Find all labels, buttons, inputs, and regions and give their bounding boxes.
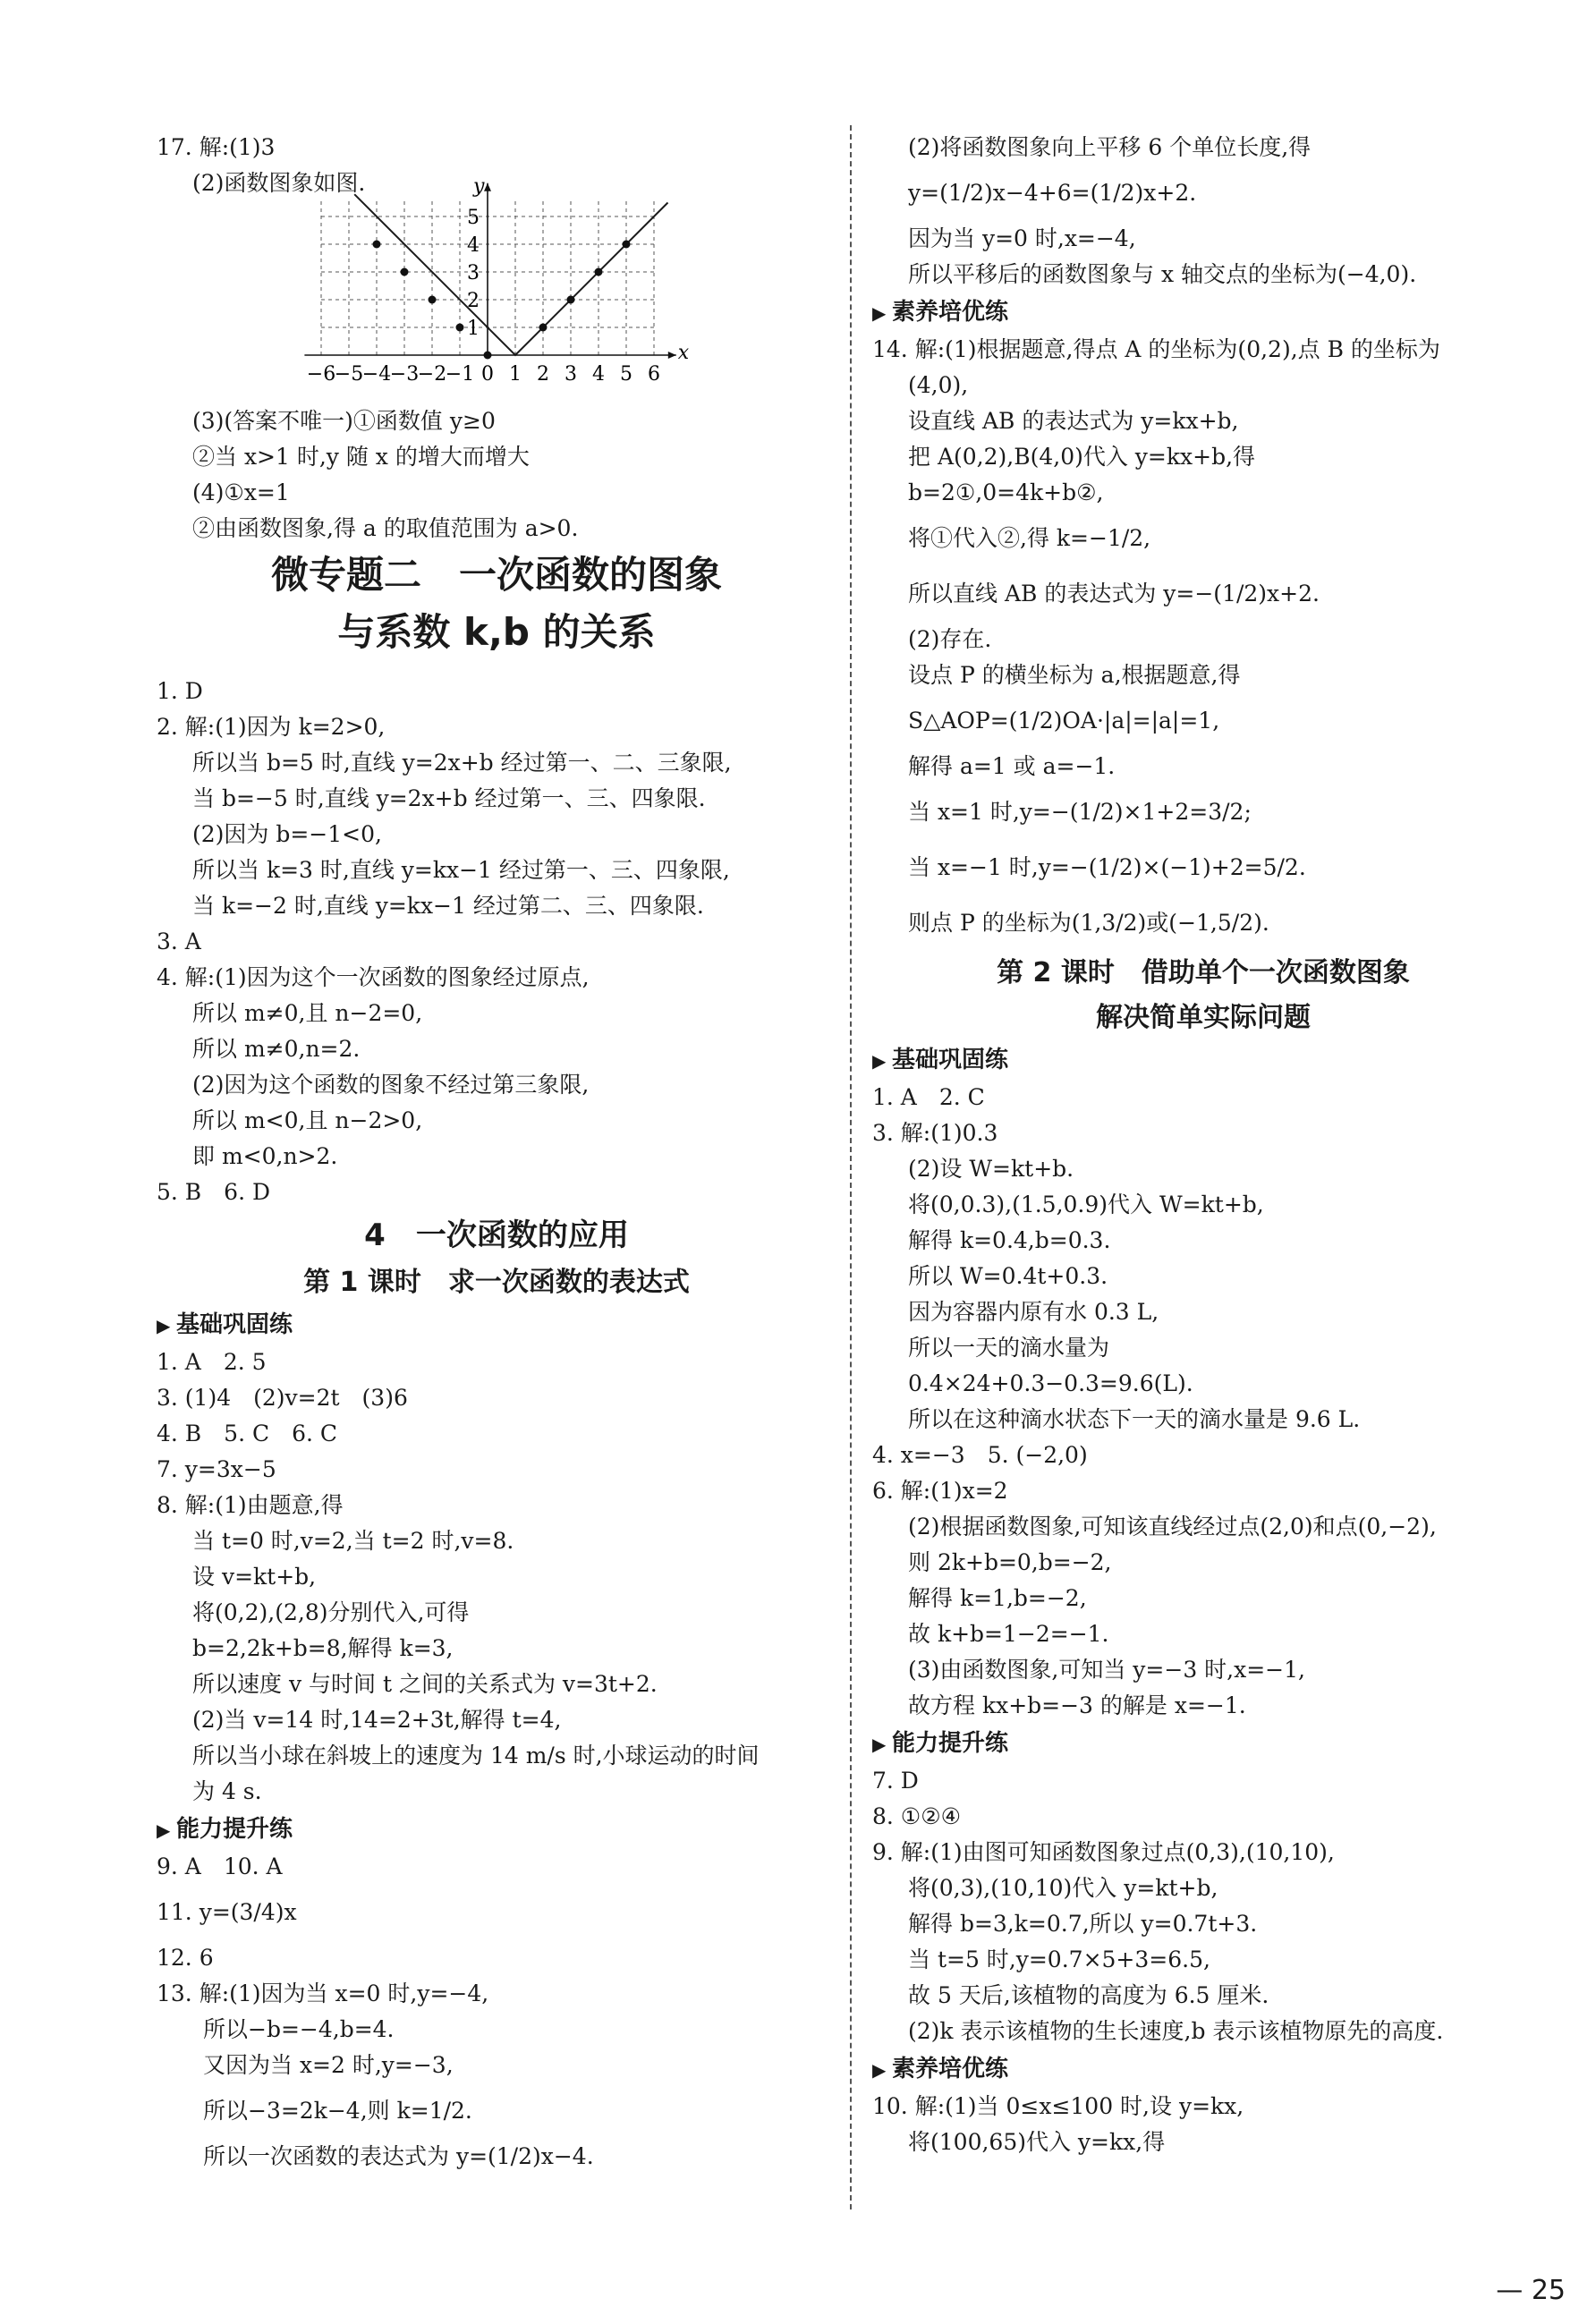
- answer-line: (4)①x=1: [192, 479, 290, 505]
- x-tick-label: −2: [417, 363, 447, 386]
- answer-line: 将(0,2),(2,8)分别代入,可得: [192, 1599, 470, 1625]
- answer-line: 将(0,0.3),(1.5,0.9)代入 W=kt+b,: [908, 1192, 1264, 1217]
- data-point: [429, 296, 437, 304]
- answer-line: 17. 解:(1)3: [157, 134, 276, 160]
- answer-line: (2)设 W=kt+b.: [908, 1156, 1074, 1182]
- answer-line: 7. y=3x−5: [157, 1456, 276, 1482]
- answer-line: (2)k 表示该植物的生长速度,b 表示该植物原先的高度.: [908, 2018, 1444, 2044]
- answer-line: 解得 k=0.4,b=0.3.: [908, 1227, 1111, 1253]
- answer-line: 解得 a=1 或 a=−1.: [908, 753, 1116, 779]
- answer-line: 则点 P 的坐标为(1,3/2)或(−1,5/2).: [908, 910, 1269, 936]
- y-tick-label: 2: [467, 290, 480, 312]
- graph-container: [306, 174, 836, 398]
- answer-line: 9. 解:(1)由图可知函数图象过点(0,3),(10,10),: [872, 1839, 1335, 1865]
- answer-line: 所以一天的滴水量为: [908, 1335, 1110, 1361]
- section-title: 基础巩固练: [892, 1047, 1009, 1073]
- data-point: [401, 268, 409, 276]
- section-title: 能力提升练: [176, 1816, 293, 1843]
- section-title: 素养培优练: [892, 299, 1009, 326]
- spacer: [157, 661, 836, 674]
- answer-line: 1. A 2. C: [872, 1084, 985, 1110]
- data-point: [484, 352, 492, 360]
- answer-line: (4,0),: [908, 372, 969, 398]
- answer-line: 所以−3=2k−4,则 k=1/2.: [203, 2098, 472, 2124]
- x-tick-label: −4: [361, 363, 392, 386]
- answer-line: 6. 解:(1)x=2: [872, 1478, 1008, 1504]
- triangle-icon: ▶: [872, 1734, 887, 1755]
- answer-line: 又因为当 x=2 时,y=−3,: [203, 2052, 454, 2078]
- chapter-title: 4 一次函数的应用: [364, 1217, 629, 1253]
- x-tick-label: 6: [648, 363, 660, 386]
- function-graph: [306, 174, 702, 398]
- answer-line: (2)当 v=14 时,14=2+3t,解得 t=4,: [192, 1707, 562, 1733]
- answer-line: 10. 解:(1)当 0≤x≤100 时,设 y=kx,: [872, 2093, 1244, 2119]
- answer-line: 即 m<0,n>2.: [192, 1143, 338, 1169]
- triangle-icon: ▶: [872, 2059, 887, 2081]
- answer-line: S△AOP=(1/2)OA·|a|=|a|=1,: [908, 708, 1220, 734]
- y-tick-label: 1: [467, 318, 480, 340]
- answer-line: 12. 6: [157, 1945, 214, 1971]
- answer-line: 1. A 2. 5: [157, 1349, 267, 1375]
- answer-line: 14. 解:(1)根据题意,得点 A 的坐标为(0,2),点 B 的坐标为: [872, 336, 1440, 362]
- answer-line: (3)由函数图象,可知当 y=−3 时,x=−1,: [908, 1657, 1305, 1683]
- data-point: [623, 241, 631, 249]
- answer-line: 8. ①②④: [872, 1803, 962, 1829]
- data-point: [595, 268, 603, 276]
- answer-line: (2)函数图象如图.: [192, 170, 366, 196]
- chapter-title: 第 1 课时 求一次函数的表达式: [303, 1267, 690, 1298]
- answer-line: 所以 m≠0,n=2.: [192, 1036, 361, 1062]
- x-tick-label: −3: [389, 363, 420, 386]
- answer-line: 设 v=kt+b,: [192, 1564, 317, 1590]
- answer-line: (2)存在.: [908, 626, 992, 652]
- answer-line: 2. 解:(1)因为 k=2>0,: [157, 714, 386, 740]
- answer-line: 所以 W=0.4t+0.3.: [908, 1263, 1108, 1289]
- answer-line: 将(0,3),(10,10)代入 y=kt+b,: [908, 1875, 1218, 1901]
- section-header: [872, 1040, 1534, 1080]
- chapter-title: 第 2 课时 借助单个一次函数图象: [997, 957, 1410, 988]
- answer-line: (2)将函数图象向上平移 6 个单位长度,得: [908, 134, 1312, 160]
- chapter-title: 解决简单实际问题: [1096, 1002, 1311, 1033]
- section-header: [157, 1305, 836, 1344]
- answer-line: 因为当 y=0 时,x=−4,: [908, 225, 1136, 251]
- x-tick-label: 2: [537, 363, 549, 386]
- answer-line: 3. (1)4 (2)v=2t (3)6: [157, 1385, 408, 1411]
- answer-line: 故 k+b=1−2=−1.: [908, 1621, 1109, 1647]
- answer-line: (2)根据函数图象,可知该直线经过点(2,0)和点(0,−2),: [908, 1514, 1437, 1539]
- triangle-icon: ▶: [872, 1050, 887, 1072]
- answer-line: 11. y=(3/4)x: [157, 1899, 297, 1925]
- answer-line: 当 x=1 时,y=−(1/2)×1+2=3/2;: [908, 799, 1252, 825]
- answer-line: 所以在这种滴水状态下一天的滴水量是 9.6 L.: [908, 1406, 1361, 1432]
- section-title: 能力提升练: [892, 1730, 1009, 1757]
- section-title: 素养培优练: [892, 2056, 1009, 2082]
- answer-line: 解得 k=1,b=−2,: [908, 1585, 1087, 1611]
- answer-line: 所以一次函数的表达式为 y=(1/2)x−4.: [203, 2143, 594, 2169]
- answer-line: 9. A 10. A: [157, 1853, 283, 1879]
- answer-line: 故 5 天后,该植物的高度为 6.5 厘米.: [908, 1982, 1269, 2008]
- answer-line: 故方程 kx+b=−3 的解是 x=−1.: [908, 1692, 1246, 1718]
- answer-line: 所以速度 v 与时间 t 之间的关系式为 v=3t+2.: [192, 1671, 658, 1697]
- answer-line: 设直线 AB 的表达式为 y=kx+b,: [908, 408, 1239, 434]
- answer-line: 设点 P 的横坐标为 a,根据题意,得: [908, 662, 1241, 688]
- answer-line: 3. 解:(1)0.3: [872, 1120, 998, 1146]
- answer-line: (3)(答案不唯一)①函数值 y≥0: [192, 408, 496, 434]
- answer-line: 3. A: [157, 929, 201, 954]
- data-point: [539, 324, 548, 332]
- answer-line: 5. B 6. D: [157, 1179, 271, 1205]
- answer-line: 将①代入②,得 k=−1/2,: [908, 525, 1151, 551]
- answer-line: 8. 解:(1)由题意,得: [157, 1492, 344, 1518]
- x-tick-label: 4: [592, 363, 605, 386]
- answer-line: 7. D: [872, 1768, 919, 1794]
- answer-line: 0.4×24+0.3−0.3=9.6(L).: [908, 1370, 1193, 1396]
- page-dash: —: [1496, 2275, 1524, 2306]
- triangle-icon: ▶: [157, 1819, 171, 1841]
- triangle-icon: ▶: [157, 1315, 171, 1336]
- answer-line: ②由函数图象,得 a 的取值范围为 a>0.: [192, 515, 579, 541]
- answer-line: b=2①,0=4k+b②,: [908, 479, 1104, 505]
- answer-line: 则 2k+b=0,b=−2,: [908, 1549, 1112, 1575]
- answer-line: 将(100,65)代入 y=kx,得: [908, 2129, 1166, 2155]
- y-tick-label: 3: [467, 262, 480, 284]
- answer-line: 所以当 k=3 时,直线 y=kx−1 经过第一、三、四象限,: [192, 857, 730, 883]
- answer-line: 4. B 5. C 6. C: [157, 1421, 338, 1446]
- right-column: [872, 130, 1534, 2160]
- data-point: [373, 241, 381, 249]
- answer-line: 13. 解:(1)因为当 x=0 时,y=−4,: [157, 1980, 489, 2006]
- y-tick-label: 5: [467, 207, 480, 229]
- x-tick-label: −6: [306, 363, 336, 386]
- section-header: [872, 2049, 1534, 2089]
- answer-line: b=2,2k+b=8,解得 k=3,: [192, 1635, 454, 1661]
- answer-line: 当 b=−5 时,直线 y=2x+b 经过第一、三、四象限.: [192, 785, 706, 811]
- answer-line: 为 4 s.: [192, 1778, 262, 1804]
- left-column: [157, 130, 836, 2175]
- answer-line: 所以直线 AB 的表达式为 y=−(1/2)x+2.: [908, 581, 1320, 606]
- answer-line: 所以−b=−4,b=4.: [203, 2016, 395, 2042]
- x-tick-label: 0: [481, 363, 494, 386]
- answer-line: 1. D: [157, 678, 203, 704]
- page-footer: [1496, 2275, 1566, 2306]
- answer-line: 因为容器内原有水 0.3 L,: [908, 1299, 1159, 1325]
- section-header: [157, 1810, 836, 1849]
- answer-line: y=(1/2)x−4+6=(1/2)x+2.: [908, 180, 1197, 206]
- answer-line: 把 A(0,2),B(4,0)代入 y=kx+b,得: [908, 444, 1256, 470]
- answer-line: 当 t=5 时,y=0.7×5+3=6.5,: [908, 1947, 1210, 1972]
- answer-line: (2)因为这个函数的图象不经过第三象限,: [192, 1072, 590, 1098]
- x-tick-label: 1: [509, 363, 522, 386]
- section-header: [872, 1724, 1534, 1763]
- y-axis-label: y: [473, 174, 485, 198]
- data-point: [567, 296, 575, 304]
- answer-line: 4. x=−3 5. (−2,0): [872, 1442, 1088, 1468]
- section-title: 基础巩固练: [176, 1311, 293, 1338]
- answer-line: 所以当 b=5 时,直线 y=2x+b 经过第一、二、三象限,: [192, 750, 732, 776]
- answer-line: 所以 m≠0,且 n−2=0,: [192, 1000, 423, 1026]
- x-tick-label: −1: [445, 363, 475, 386]
- answer-line: 所以平移后的函数图象与 x 轴交点的坐标为(−4,0).: [908, 261, 1417, 287]
- column-divider: [850, 125, 852, 2209]
- x-axis-arrow: [668, 352, 676, 359]
- answer-line: 所以当小球在斜坡上的速度为 14 m/s 时,小球运动的时间: [192, 1743, 760, 1768]
- answer-line: ②当 x>1 时,y 随 x 的增大而增大: [192, 444, 530, 470]
- answer-line: 解得 b=3,k=0.7,所以 y=0.7t+3.: [908, 1911, 1258, 1937]
- x-axis-label: x: [677, 342, 690, 364]
- answer-line: (2)因为 b=−1<0,: [192, 821, 382, 847]
- chapter-title: 微专题二 一次函数的图象: [270, 553, 722, 597]
- x-tick-label: 5: [620, 363, 632, 386]
- answer-line: 所以 m<0,且 n−2>0,: [192, 1107, 423, 1133]
- x-tick-label: 3: [565, 363, 577, 386]
- answer-line: 当 x=−1 时,y=−(1/2)×(−1)+2=5/2.: [908, 854, 1306, 880]
- chapter-title: 与系数 k,b 的关系: [337, 610, 656, 654]
- answer-line: 当 k=−2 时,直线 y=kx−1 经过第二、三、四象限.: [192, 893, 704, 919]
- answer-line: 4. 解:(1)因为这个一次函数的图象经过原点,: [157, 964, 590, 990]
- y-tick-label: 4: [467, 234, 480, 257]
- section-header: [872, 293, 1534, 332]
- data-point: [456, 324, 464, 332]
- x-tick-label: −5: [334, 363, 364, 386]
- page-number: 25: [1531, 2275, 1566, 2306]
- answer-line: 当 t=0 时,v=2,当 t=2 时,v=8.: [192, 1528, 514, 1554]
- triangle-icon: ▶: [872, 302, 887, 324]
